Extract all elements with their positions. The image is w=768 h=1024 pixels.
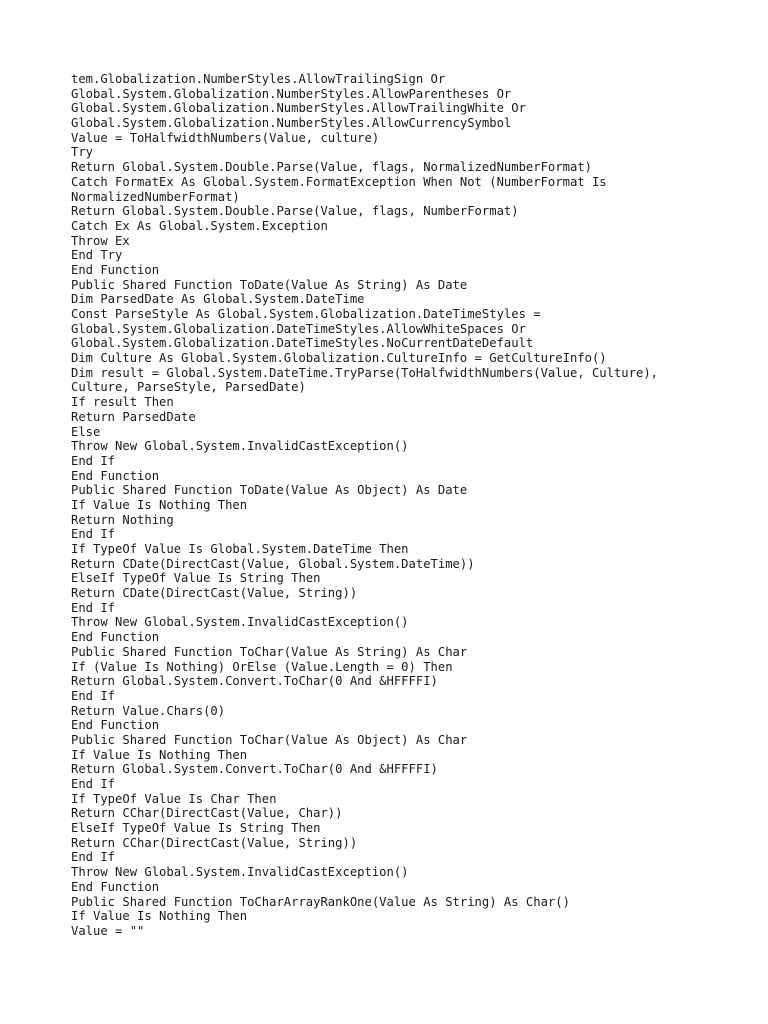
code-line: If Value Is Nothing Then bbox=[71, 909, 248, 924]
code-line: Catch FormatEx As Global.System.FormatException When Not (NumberFormat Is bbox=[71, 174, 607, 189]
code-line: NormalizedNumberFormat) bbox=[71, 189, 240, 204]
code-line: Return CChar(DirectCast(Value, Char)) bbox=[71, 806, 343, 821]
code-line: Return CDate(DirectCast(Value, Global.System.DateTime)) bbox=[71, 556, 475, 571]
code-line: End If bbox=[71, 600, 116, 615]
code-line: Catch Ex As Global.System.Exception bbox=[71, 218, 328, 233]
code-line: Return Global.System.Convert.ToChar(0 And &HFFFFI) bbox=[71, 762, 438, 777]
code-line: Value = ToHalfwidthNumbers(Value, culture) bbox=[71, 130, 380, 145]
code-line: Public Shared Function ToChar(Value As Object) As Char bbox=[71, 732, 468, 747]
code-line: Const ParseStyle As Global.System.Globalization.DateTimeStyles = bbox=[71, 307, 541, 321]
code-line: Return Global.System.Convert.ToChar(0 And &HFFFFI) bbox=[71, 674, 438, 689]
code-line: Return Value.Chars(0) bbox=[71, 703, 226, 718]
code-line: End If bbox=[71, 850, 116, 865]
code-line: End If bbox=[71, 777, 116, 791]
code-line: End Function bbox=[71, 262, 160, 277]
code-line: Global.System.Globalization.NumberStyles.AllowTrailingWhite Or bbox=[71, 101, 526, 116]
code-line: ElseIf TypeOf Value Is String Then bbox=[71, 571, 321, 586]
code-line: Return CDate(DirectCast(Value, String)) bbox=[71, 586, 358, 601]
code-line: Culture, ParseStyle, ParsedDate) bbox=[71, 380, 306, 395]
code-line: If Value Is Nothing Then bbox=[71, 497, 248, 512]
code-listing bbox=[71, 72, 751, 939]
code-line: Value = "" bbox=[71, 923, 145, 938]
code-line: End Try bbox=[71, 248, 123, 263]
code-line: Return Global.System.Double.Parse(Value, flags, NumberFormat) bbox=[71, 204, 519, 219]
code-line: Return CChar(DirectCast(Value, String)) bbox=[71, 835, 358, 850]
code-line: Global.System.Globalization.NumberStyles.AllowParentheses Or bbox=[71, 86, 512, 101]
code-line: Dim result = Global.System.DateTime.TryParse(ToHalfwidthNumbers(Value, Culture), bbox=[71, 365, 658, 380]
code-line: If Value Is Nothing Then bbox=[71, 747, 248, 762]
code-line: Throw Ex bbox=[71, 233, 130, 248]
code-line: Public Shared Function ToDate(Value As String) As Date bbox=[71, 277, 468, 292]
code-line: Throw New Global.System.InvalidCastException() bbox=[71, 865, 409, 880]
code-line: End Function bbox=[71, 718, 160, 733]
code-line: Return ParsedDate bbox=[71, 409, 196, 424]
code-line: If result Then bbox=[71, 395, 174, 410]
code-line: End If bbox=[71, 527, 116, 542]
code-line: End Function bbox=[71, 630, 160, 645]
code-line: End Function bbox=[71, 879, 160, 894]
code-line: Throw New Global.System.InvalidCastException() bbox=[71, 615, 409, 630]
code-line: Public Shared Function ToCharArrayRankOne(Value As String) As Char() bbox=[71, 894, 570, 909]
code-line: Try bbox=[71, 145, 94, 160]
code-line: Public Shared Function ToDate(Value As Object) As Date bbox=[71, 483, 468, 498]
code-line: If (Value Is Nothing) OrElse (Value.Length = 0) Then bbox=[71, 659, 453, 674]
code-line: Else bbox=[71, 424, 101, 439]
code-line: If TypeOf Value Is Char Then bbox=[71, 791, 277, 806]
code-line: Dim Culture As Global.System.Globalization.CultureInfo = GetCultureInfo() bbox=[71, 351, 607, 366]
code-line: Global.System.Globalization.DateTimeStyles.AllowWhiteSpaces Or bbox=[71, 321, 526, 336]
code-line: Global.System.Globalization.DateTimeStyles.NoCurrentDateDefault bbox=[71, 336, 534, 351]
code-line: Throw New Global.System.InvalidCastException() bbox=[71, 439, 409, 454]
code-line: End If bbox=[71, 688, 116, 703]
code-line: End If bbox=[71, 453, 116, 468]
code-line: End Function bbox=[71, 468, 160, 483]
code-line: If TypeOf Value Is Global.System.DateTime Then bbox=[71, 542, 409, 556]
code-line: Return Nothing bbox=[71, 512, 174, 527]
code-line: Return Global.System.Double.Parse(Value, flags, NormalizedNumberFormat) bbox=[71, 160, 592, 175]
code-line: ElseIf TypeOf Value Is String Then bbox=[71, 821, 321, 836]
code-line: Public Shared Function ToChar(Value As String) As Char bbox=[71, 644, 468, 659]
code-line: tem.Globalization.NumberStyles.AllowTrailingSign Or bbox=[71, 72, 446, 86]
code-line: Dim ParsedDate As Global.System.DateTime bbox=[71, 292, 365, 307]
code-line: Global.System.Globalization.NumberStyles.AllowCurrencySymbol bbox=[71, 116, 512, 131]
